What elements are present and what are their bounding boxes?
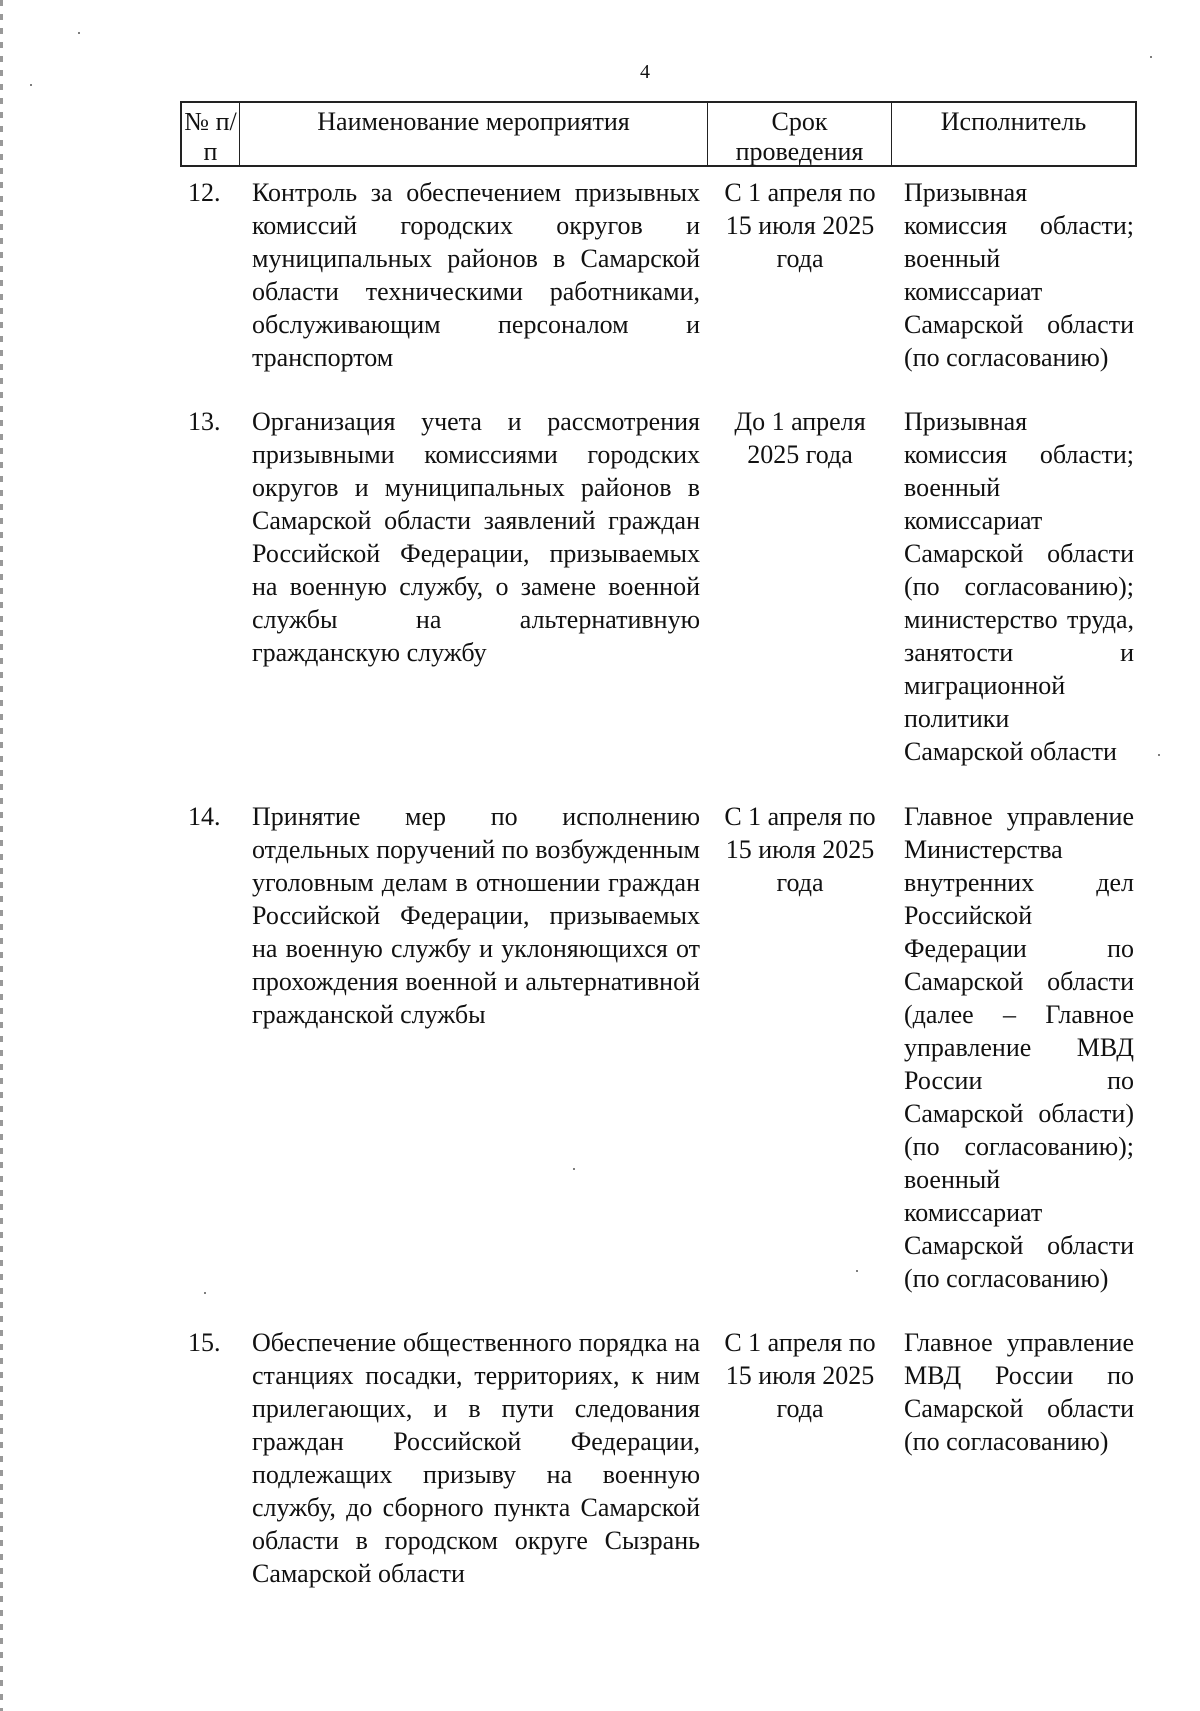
scan-speck [1150, 56, 1152, 58]
row-name: Контроль за обеспечением призывных комиссий городских округов и муниципальных районов в Самарской области техническими работниками, обслуживающим персоналом и транспортом [252, 178, 700, 372]
row-num: 13. [188, 407, 221, 436]
row-executor: Призывная комиссия области; военный комиссариат Самарской области (по согласованию) [904, 178, 1134, 372]
row-executor: Главное управление МВД России по Самарской области (по согласованию) [904, 1328, 1134, 1456]
table-header [180, 101, 1137, 167]
scan-speck [1158, 754, 1160, 756]
header-term: Срок проведения [708, 103, 892, 165]
row-name: Принятие мер по исполнению отдельных поручений по возбужденным уголовным делам в отношении граждан Российской Федерации, призываемых на военную службу и уклоняющихся от прохождения военной и альтернативной гражданской службы [252, 802, 700, 1029]
scan-speck [573, 1168, 575, 1170]
header-num: № п/п [182, 103, 240, 165]
row-name: Обеспечение общественного порядка на станциях посадки, территориях, к ним прилегающих, и в пути следования граждан Российской Федерации, подлежащих призыву на военную службу, до сборного пункта Самарской области в городском округе Сызрань Самарской области [252, 1328, 700, 1588]
row-name: Организация учета и рассмотрения призывными комиссиями городских округов и муниципальных районов в Самарской области заявлений граждан Российской Федерации, призываемых на военную службу, о замене военной службы на альтернативную гражданскую службу [252, 407, 700, 667]
header-executor: Исполнитель [940, 107, 1087, 136]
scan-speck [30, 84, 32, 86]
scan-speck [78, 32, 80, 34]
scan-speck [204, 1292, 206, 1294]
page-number: 4 [640, 61, 650, 83]
scan-speck [856, 1270, 858, 1272]
row-executor: Главное управление Министерства внутренних дел Российской Федерации по Самарской области (далее – Главное управление МВД России по Самарской области) (по согласованию); военный комиссариат Самарской области (по согласованию) [904, 802, 1134, 1293]
row-term: До 1 апреля 2025 года [734, 407, 866, 469]
row-term: С 1 апреля по 15 июля 2025 года [724, 178, 876, 273]
header-name: Наименование мероприятия [240, 103, 708, 165]
row-executor: Призывная комиссия области; военный комиссариат Самарской области (по согласованию); министерство труда, занятости и миграционной политики Самарской области [904, 407, 1134, 766]
row-term: С 1 апреля по 15 июля 2025 года [724, 1328, 876, 1423]
scan-edge-marks [0, 0, 3, 1711]
row-num: 15. [188, 1328, 221, 1357]
row-num: 12. [188, 178, 221, 207]
row-term: С 1 апреля по 15 июля 2025 года [724, 802, 876, 897]
row-num: 14. [188, 802, 221, 831]
